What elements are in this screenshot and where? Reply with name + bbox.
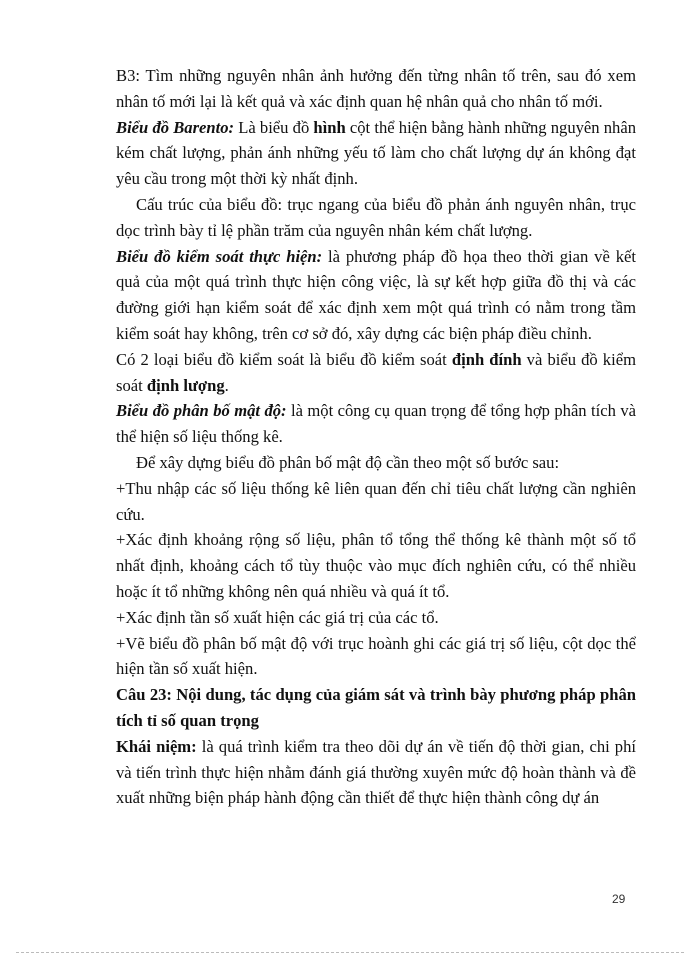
step-item bbox=[116, 476, 636, 528]
paragraph-concept bbox=[116, 734, 636, 811]
paragraph-structure bbox=[116, 192, 636, 244]
paragraph-barento bbox=[116, 115, 636, 192]
barento-text-a: Là biểu đồ bbox=[234, 117, 314, 137]
two-types-text-c: và biểu đồ kiểm soát bbox=[116, 349, 636, 395]
density-term: Biểu đồ phân bố mật độ: bbox=[116, 401, 287, 421]
structure-text: Cấu trúc của biểu đồ: trục ngang của biểu đồ phản ánh nguyên nhân, trục dọc trình bày tỉ lệ phần trăm của nguyên nhân kém chất lượng. bbox=[116, 194, 636, 240]
step-4-text: +Vẽ biểu đồ phân bố mật độ với trục hoành ghi các giá trị số liệu, cột dọc thể hiện tần số xuất hiện. bbox=[116, 633, 636, 679]
barento-bold-word: hình bbox=[313, 117, 346, 137]
page-bottom-divider bbox=[16, 952, 684, 953]
step-item bbox=[116, 605, 636, 631]
barento-text-b: cột thể hiện bằng hành những nguyên nhân kém chất lượng, phản ánh những yếu tố làm cho chất lượng dự án không đạt yêu cầu trong một thời kỳ nhất định. bbox=[116, 117, 636, 189]
control-term: Biểu đồ kiểm soát thực hiện: bbox=[116, 246, 323, 266]
step-1-text: +Thu nhập các số liệu thống kê liên quan đến chỉ tiêu chất lượng cần nghiên cứu. bbox=[116, 478, 636, 524]
paragraph-control-chart bbox=[116, 244, 636, 347]
step-3-text: +Xác định tần số xuất hiện các giá trị của các tổ. bbox=[116, 607, 439, 627]
paragraph-density-intro bbox=[116, 450, 636, 476]
step-item bbox=[116, 527, 636, 604]
two-types-bold-1: định đính bbox=[451, 349, 522, 369]
control-text: là phương pháp đồ họa theo thời gian về kết quả của một quá trình thực hiện công việc, là sự kết hợp giữa đồ thị và các đường giới hạn kiểm soát để xác định xem một quá trình có nằm trong tầm kiểm soát hay không, trên cơ sở đó, xây dựng các biện pháp điều chỉnh. bbox=[116, 246, 636, 343]
step-item bbox=[116, 631, 636, 683]
two-types-text-d: . bbox=[224, 375, 229, 395]
b3-text: B3: Tìm những nguyên nhân ảnh hưởng đến từng nhân tố trên, sau đó xem nhân tố mới lại là kết quả và xác định quan hệ nhân quả cho nhân tố mới. bbox=[116, 66, 636, 111]
two-types-text-a: Có 2 loại biểu đồ kiểm soát là biểu đồ kiểm soát bbox=[116, 349, 452, 369]
concept-term: Khái niệm: bbox=[116, 736, 197, 756]
two-types-bold-2: định lượng bbox=[146, 375, 225, 395]
question-heading bbox=[116, 682, 636, 734]
question-text: Câu 23: Nội dung, tác dụng của giám sát và trình bày phương pháp phân tích tỉ số quan trọng bbox=[116, 685, 636, 730]
page-content bbox=[116, 63, 636, 811]
step-2-text: +Xác định khoảng rộng số liệu, phân tổ tổng thể thống kê thành một số tổ nhất định, khoảng cách tổ tùy thuộc vào mục đích nghiên cứu, có thể nhiều hoặc ít tổ những không nên quá nhiều và quá ít tổ. bbox=[116, 530, 636, 601]
paragraph-b3 bbox=[116, 63, 636, 115]
paragraph-two-types bbox=[116, 347, 636, 399]
barento-term: Biểu đồ Barento: bbox=[116, 117, 235, 137]
concept-text: là quá trình kiểm tra theo dõi dự án về tiến độ thời gian, chi phí và tiến trình thực hiện nhằm đánh giá thường xuyên mức độ hoàn thành và đề xuất những biện pháp hành động cần thiết để thực hiện thành công dự án bbox=[116, 736, 636, 808]
paragraph-density bbox=[116, 398, 636, 450]
page-number: 29 bbox=[612, 892, 626, 906]
density-text: là một công cụ quan trọng để tổng hợp phân tích và thể hiện số liệu thống kê. bbox=[116, 401, 637, 447]
density-intro-text: Để xây dựng biểu đồ phân bố mật độ cần theo một số bước sau: bbox=[136, 452, 560, 472]
